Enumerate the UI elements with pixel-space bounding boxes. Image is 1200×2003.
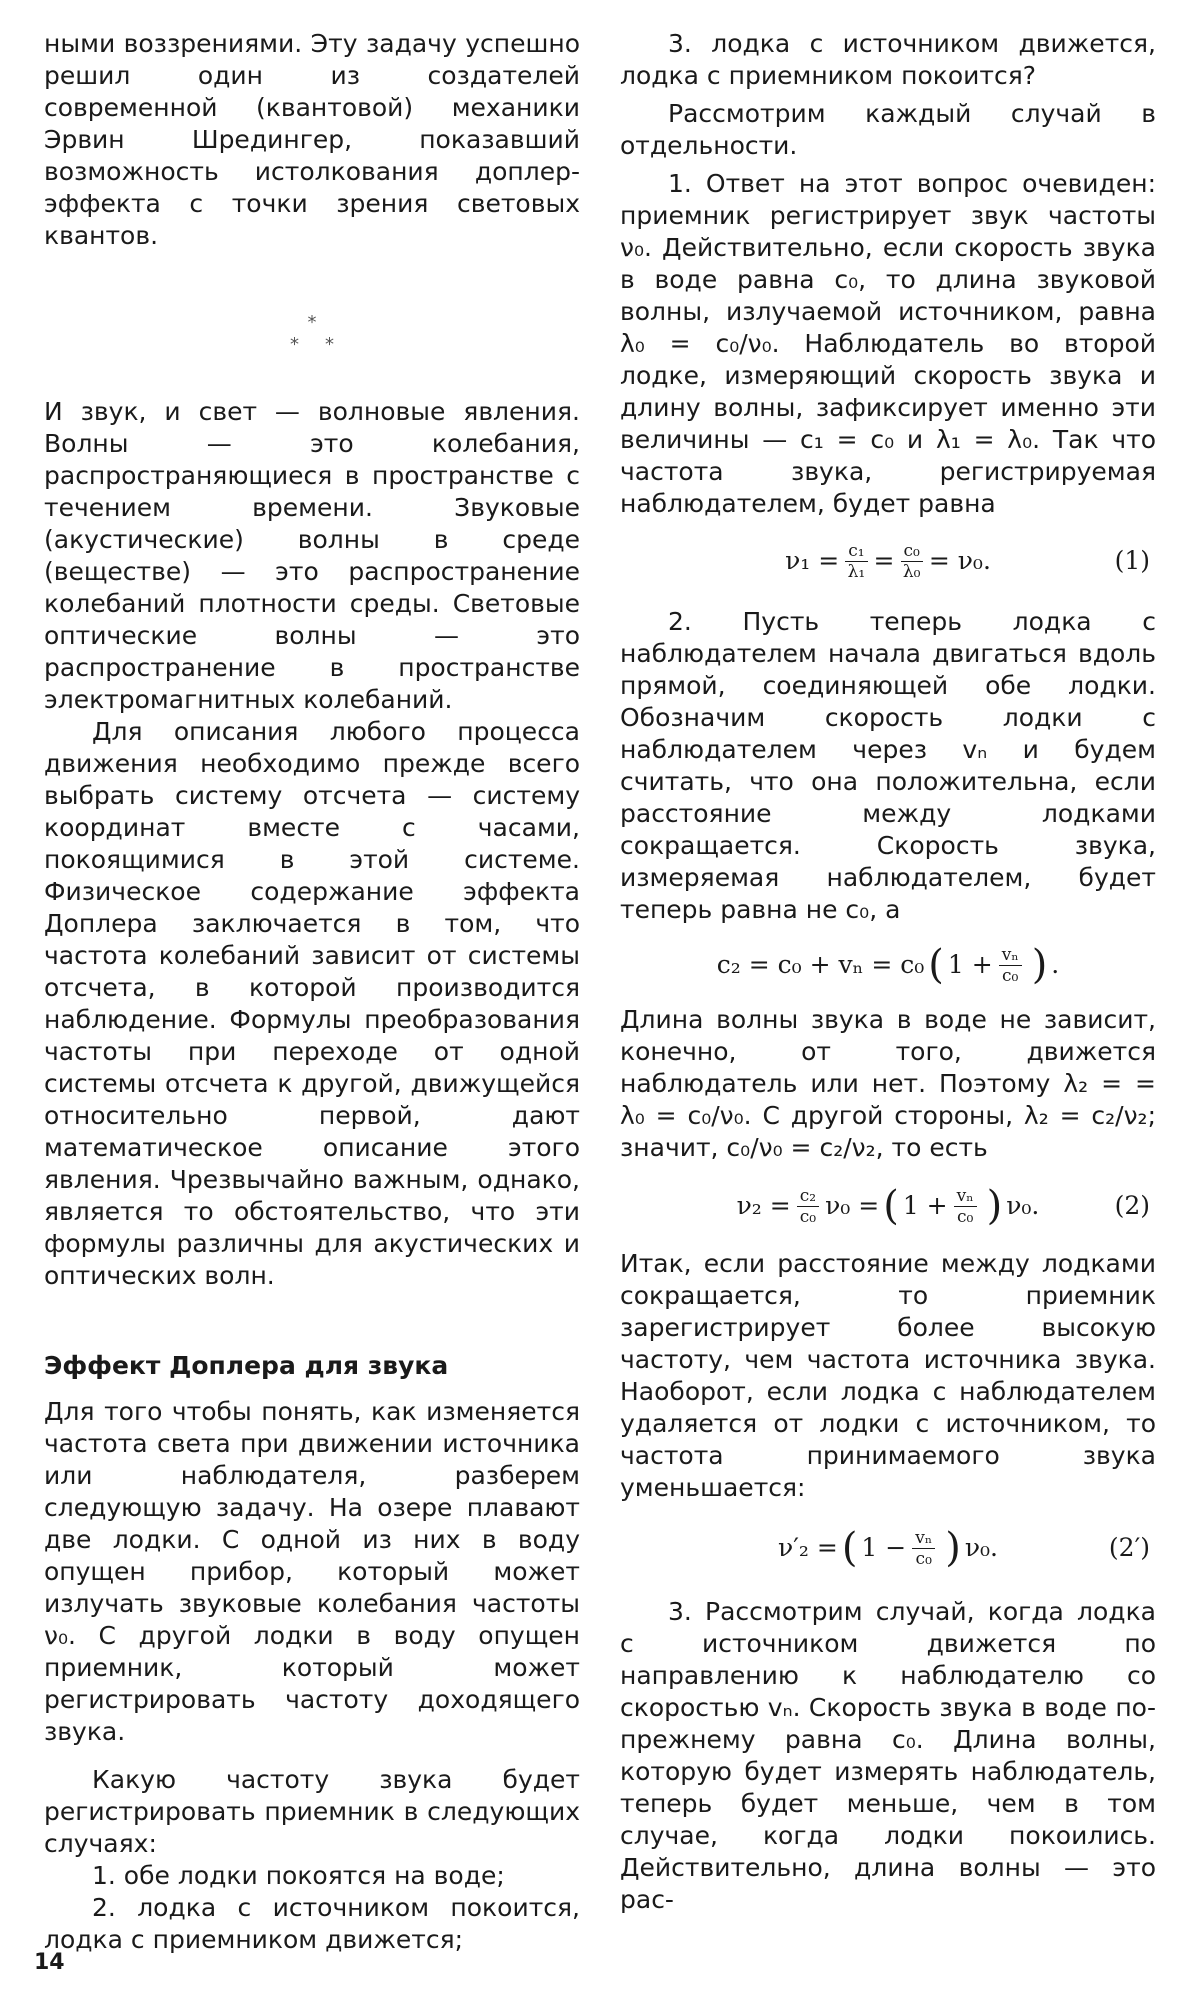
case-item-2: 2. лодка с источником покоится, лодка с приемником движется; <box>44 1893 580 1954</box>
eq2-number: (2) <box>1114 1191 1150 1220</box>
eq1-lhs: ν₁ = <box>785 546 840 575</box>
case-list <box>44 1860 580 1956</box>
equation-2: ν₂ = $\frac{\text{c₂}}{\text{c₀}}$ ν₀ = ( 1 + $\frac{\text{vₙ}}{\text{c₀}}$ ) ν₀. (2) <box>736 1183 1150 1229</box>
paragraph-question: Какую частоту звука будет регистрировать приемник в следующих случаях: <box>44 1765 580 1858</box>
section-separator <box>44 312 580 356</box>
equation-c2: c₂ = c₀ + vₙ = c₀ ( 1 + $\frac{\text{vₙ}}{\text{c₀}}$ ) . <box>716 942 1060 988</box>
paragraph-wavelength: Длина волны звука в воде не зависит, конечно, от того, движется наблюдатель или нет. Поэтому λ₂ = = λ₀ = c₀/ν₀. С другой стороны, λ₂ = c₂/ν₂; значит, c₀/ν₀ = c₂/ν₂, то есть <box>620 1005 1156 1162</box>
paragraph-reference-frame: Для описания любого процесса движения необходимо прежде всего выбрать систему отсчета — систему координат вместе с часами, покоящимися в этой системе. Физическое содержание эффекта Доплера заключается в том, что частота колебаний зависит от системы отсчета, в которой производится наблюдение. Формулы преобразования частоты при переходе от одной системы отсчета к другой, движущейся относительно первой, дают математическое описание этого явления. Чрезвычайно важным, однако, является то обстоятельство, что эти формулы различны для акустических и оптических волн. <box>44 717 580 1290</box>
paragraph-case-3: 3. Рассмотрим случай, когда лодка с источником движется по направлению к наблюдателю со скоростью vₙ. Скорость звука в воде по-прежнему равна c₀. Длина волны, которую будет измерять наблюдатель, теперь будет меньше, чем в том случае, когда лодки покоились. Действительно, длина волны — это рас- <box>620 1597 1156 1914</box>
eq2p-fraction: $\frac{\text{vₙ}}{\text{c₀}}$ <box>912 1528 935 1569</box>
eq2-fraction-1: $\frac{\text{c₂}}{\text{c₀}}$ <box>797 1186 819 1227</box>
eq2-fraction-2: $\frac{\text{vₙ}}{\text{c₀}}$ <box>954 1186 977 1227</box>
equation-2-prime: ν′₂ = ( 1 − $\frac{\text{vₙ}}{\text{c₀}}$ ) ν₀. (2′) <box>778 1525 1150 1571</box>
right-column <box>620 28 1156 1916</box>
separator-star-top: * <box>307 312 317 333</box>
paragraph-consider: Рассмотрим каждый случай в отдельности. <box>620 99 1156 160</box>
equation-1: ν₁ = $\frac{\text{c₁}}{\text{λ₁}}$ = $\frac{\text{c₀}}{\text{λ₀}}$ = ν₀. (1) <box>785 540 1150 582</box>
eq1-fraction-2: $\frac{\text{c₀}}{\text{λ₀}}$ <box>901 541 923 582</box>
paragraph-case-2: 2. Пусть теперь лодка с наблюдателем начала двигаться вдоль прямой, соединяющей обе лодки. Обозначим скорость лодки с наблюдателем через vₙ и будем считать, что она положительна, если расстояние между лодками сокращается. Скорость звука, измеряемая наблюдателем, будет теперь равна не c₀, а <box>620 607 1156 924</box>
separator-star-bottom: ** <box>290 334 360 355</box>
section-heading: Эффект Доплера для звука <box>44 1351 449 1380</box>
eq1-fraction-1: $\frac{\text{c₁}}{\text{λ₁}}$ <box>845 541 867 582</box>
case-item-3: 3. лодка с источником движется, лодка с приемником покоится? <box>620 29 1156 90</box>
intro-paragraph: ными воззрениями. Эту задачу успешно решил один из создателей современной (квантовой) механики Эрвин Шредингер, показавший возможность истолкования доплер-эффекта с точки зрения световых квантов. <box>44 29 580 250</box>
eq2p-number: (2′) <box>1108 1533 1150 1562</box>
left-column <box>44 28 580 1956</box>
case-item-1: 1. обе лодки покоятся на воде; <box>92 1861 505 1890</box>
paragraph-conclusion: Итак, если расстояние между лодками сокращается, то приемник зарегистрирует более высокую частоту, чем частота источника звука. Наоборот, если лодка с наблюдателем удаляется от лодки с источником, то частота принимаемого звука уменьшается: <box>620 1249 1156 1502</box>
eq1-number: (1) <box>1114 546 1150 575</box>
page-number: 14 <box>34 1950 65 1975</box>
eqc2-fraction: $\frac{\text{vₙ}}{\text{c₀}}$ <box>999 945 1022 986</box>
paragraph-waves: И звук, и свет — волновые явления. Волны — это колебания, распространяющиеся в пространстве с течением времени. Звуковые (акустические) волны в среде (веществе) — это распространение колебаний плотности среды. Световые оптические волны — это распространение в пространстве электромагнитных колебаний. <box>44 397 580 714</box>
paragraph-task: Для того чтобы понять, как изменяется частота света при движении источника или наблюдателя, разберем следующую задачу. На озере плавают две лодки. С одной из них в воду опущен прибор, который может излучать звуковые колебания частоты ν₀. С другой лодки в воду опущен приемник, который может регистрировать частоту доходящего звука. <box>44 1397 580 1746</box>
paragraph-case-1: 1. Ответ на этот вопрос очевиден: приемник регистрирует звук частоты ν₀. Действительно, если скорость звука в воде равна c₀, то длина звуковой волны, излучаемой источником, равна λ₀ = c₀/ν₀. Наблюдатель во второй лодке, измеряющий скорость звука и длину волны, зафиксирует именно эти величины — c₁ = c₀ и λ₁ = λ₀. Так что частота звука, регистрируемая наблюдателем, будет равна <box>620 169 1156 518</box>
